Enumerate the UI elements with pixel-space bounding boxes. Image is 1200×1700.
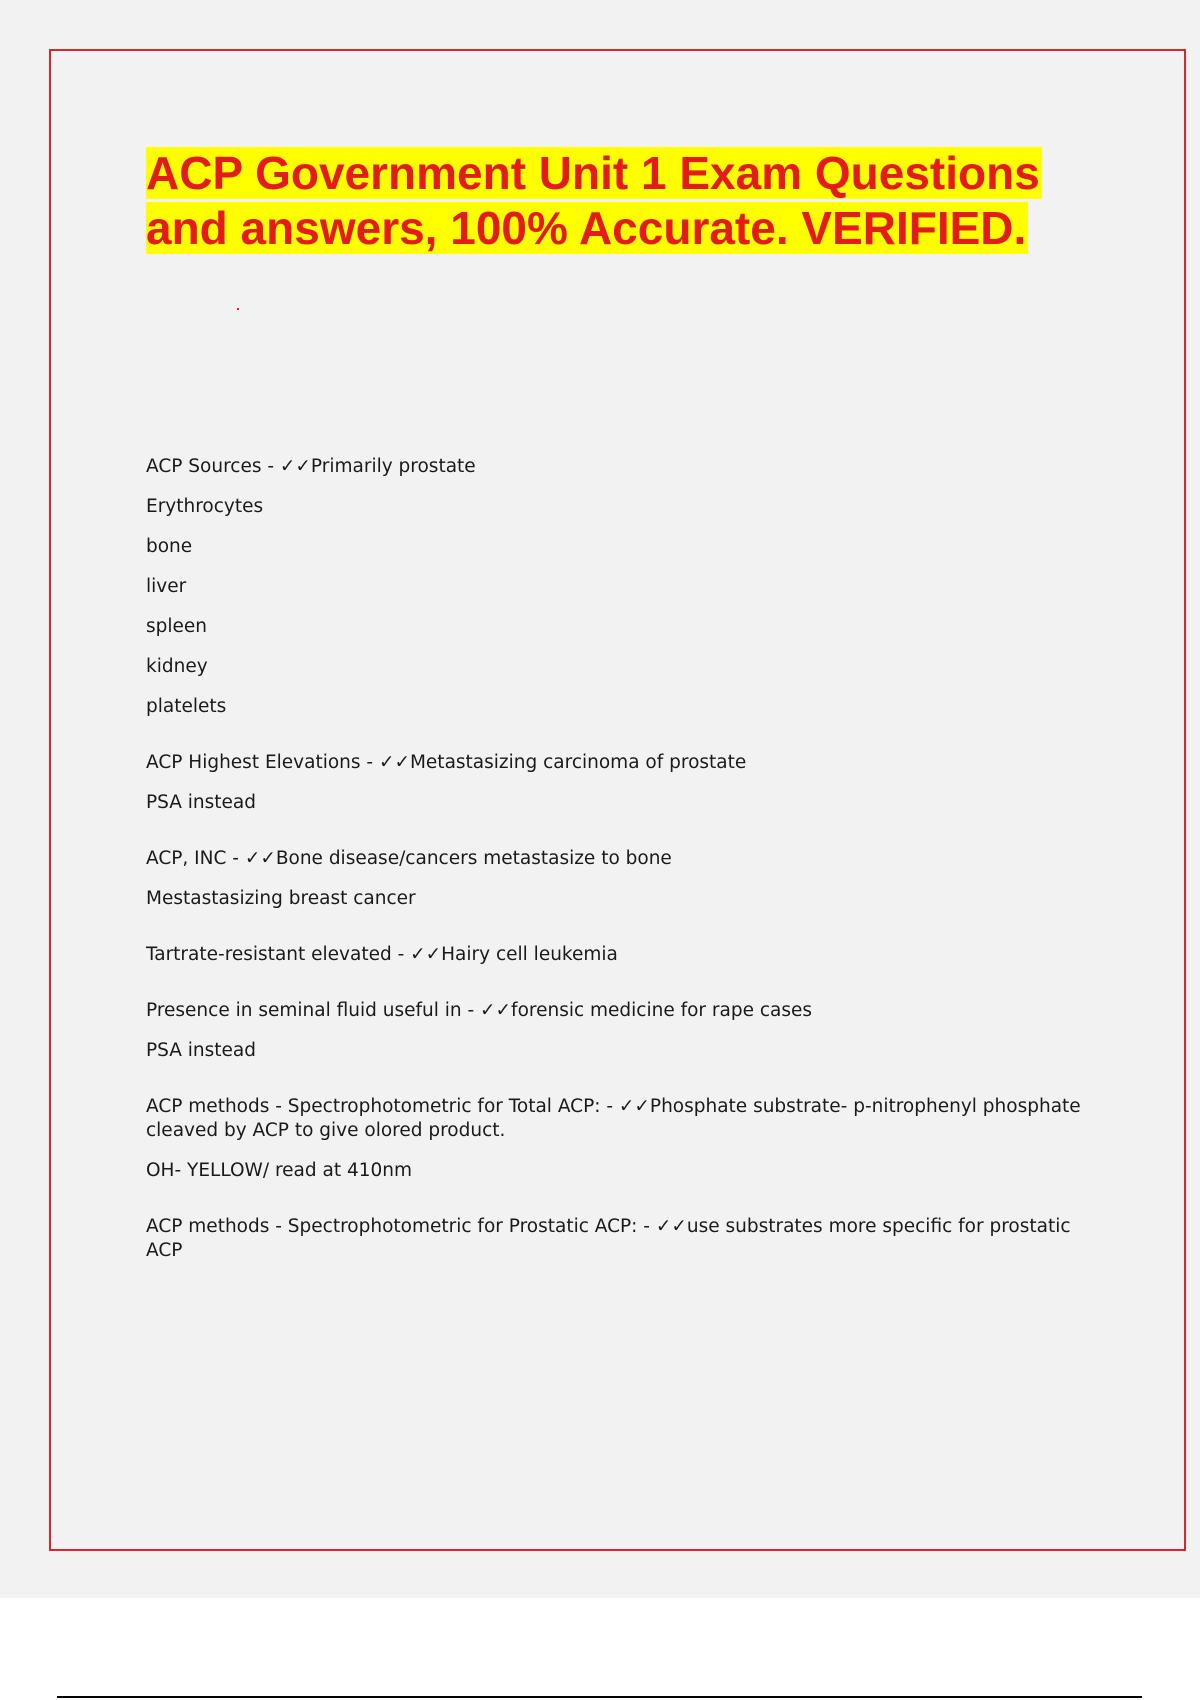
answer-line: Mestastasizing breast cancer <box>146 888 416 909</box>
answer-line: PSA instead <box>146 792 256 813</box>
qa-entry-total-acp-method <box>146 1095 1086 1183</box>
qa-content <box>146 455 1086 1263</box>
answer-line: kidney <box>146 656 208 677</box>
qa-entry-tartrate-resistant <box>146 943 1086 967</box>
answer-line: bone <box>146 536 193 557</box>
qa-entry-acp-highest-elevations <box>146 751 1086 815</box>
question-line: Presence in seminal fluid useful in - ✓✓forensic medicine for rape cases <box>146 1000 813 1021</box>
question-line: ACP methods - Spectrophotometric for Total ACP: - ✓✓Phosphate substrate- p-nitrophenyl phosphate <box>146 1096 1081 1117</box>
question-line: ACP Highest Elevations - ✓✓Metastasizing carcinoma of prostate <box>146 752 747 773</box>
qa-entry-prostatic-acp-method <box>146 1215 1086 1263</box>
answer-line: OH- YELLOW/ read at 410nm <box>146 1160 413 1181</box>
answer-line: Erythrocytes <box>146 496 264 517</box>
question-line: ACP methods - Spectrophotometric for Prostatic ACP: - ✓✓use substrates more specific for prostatic <box>146 1216 1071 1237</box>
question-line: ACP, INC - ✓✓Bone disease/cancers metastasize to bone <box>146 848 672 869</box>
question-line: Tartrate-resistant elevated - ✓✓Hairy cell leukemia <box>146 944 618 965</box>
document-title <box>146 146 1086 256</box>
stray-mark <box>237 308 239 310</box>
answer-line: platelets <box>146 696 227 717</box>
footer-rule <box>57 1696 1142 1698</box>
title-line-1: ACP Government Unit 1 Exam Questions <box>146 147 1040 199</box>
title-line-2: and answers, 100% Accurate. VERIFIED. <box>146 202 1027 254</box>
qa-entry-seminal-fluid <box>146 999 1086 1063</box>
answer-line: PSA instead <box>146 1040 256 1061</box>
page-footer <box>0 1598 1200 1700</box>
qa-entry-acp-sources <box>146 455 1086 719</box>
qa-entry-acp-inc <box>146 847 1086 911</box>
question-line-continued: ACP <box>146 1240 183 1261</box>
question-line: ACP Sources - ✓✓Primarily prostate <box>146 456 476 477</box>
question-line-continued: cleaved by ACP to give olored product. <box>146 1120 506 1141</box>
answer-line: spleen <box>146 616 208 637</box>
answer-line: liver <box>146 576 187 597</box>
